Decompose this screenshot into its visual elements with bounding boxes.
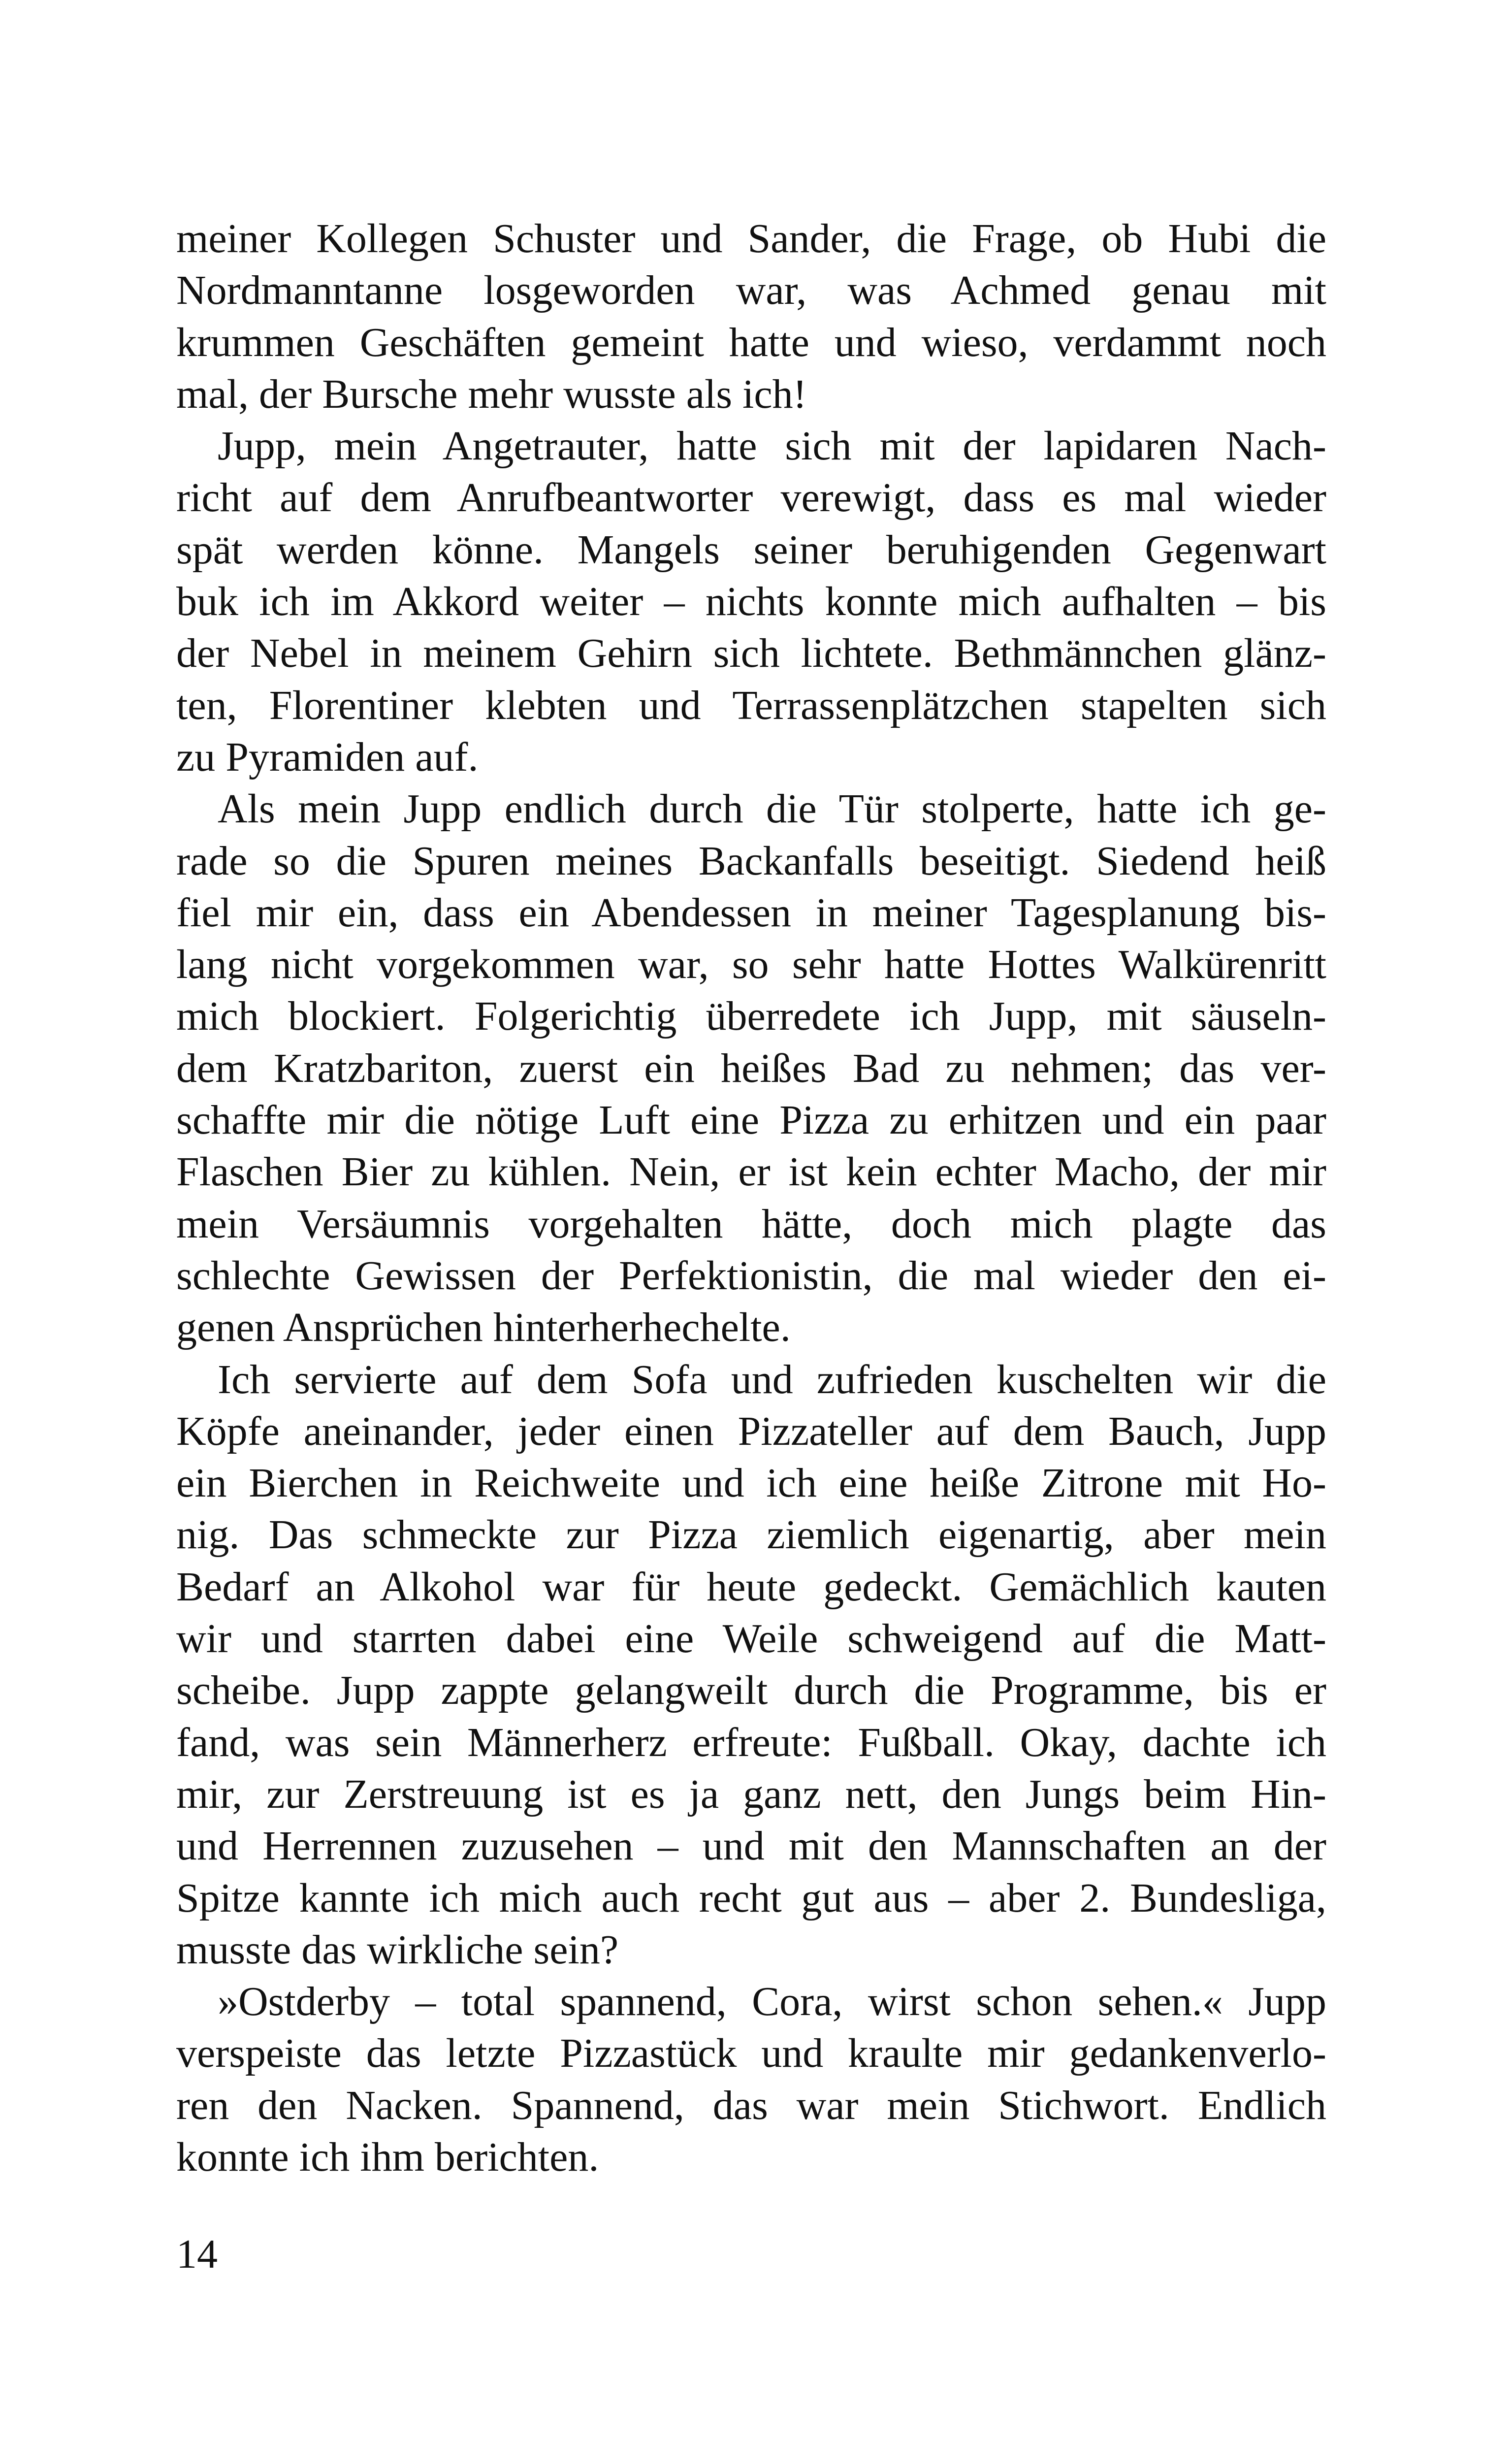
text-line: Spitze kannte ich mich auch recht gut aus – aber 2. Bundesliga, xyxy=(176,1875,1326,1921)
text-line: zu Pyramiden auf. xyxy=(176,734,479,780)
text-line: ten, Florentiner klebten und Terrassenplätzchen stapelten sich xyxy=(176,682,1326,728)
text-line: lang nicht vorgekommen war, so sehr hatte Hottes Walkürenritt xyxy=(176,942,1326,988)
text-line: Ich servierte auf dem Sofa und zufrieden kuschelten wir die xyxy=(218,1356,1326,1402)
text-line: ren den Nacken. Spannend, das war mein Stichwort. Endlich xyxy=(176,2082,1326,2128)
text-line: Flaschen Bier zu kühlen. Nein, er ist kein echter Macho, der mir xyxy=(176,1149,1326,1195)
text-line: mal, der Bursche mehr wusste als ich! xyxy=(176,371,807,417)
text-line: mir, zur Zerstreuung ist es ja ganz nett, den Jungs beim Hin- xyxy=(176,1771,1326,1817)
text-line: richt auf dem Anrufbeantworter verewigt, dass es mal wieder xyxy=(176,475,1326,521)
text-line: schlechte Gewissen der Perfektionistin, die mal wieder den ei- xyxy=(176,1252,1326,1299)
text-line: krummen Geschäften gemeint hatte und wieso, verdammt noch xyxy=(176,319,1326,365)
text-line: nig. Das schmeckte zur Pizza ziemlich eigenartig, aber mein xyxy=(176,1512,1326,1558)
text-line: Jupp, mein Angetrauter, hatte sich mit der lapidaren Nach- xyxy=(218,423,1326,469)
text-line: Bedarf an Alkohol war für heute gedeckt. Gemächlich kauten xyxy=(176,1564,1326,1610)
text-line: Köpfe aneinander, jeder einen Pizzateller auf dem Bauch, Jupp xyxy=(176,1408,1326,1454)
text-line: verspeiste das letzte Pizzastück und kraulte mir gedankenverlo- xyxy=(176,2030,1326,2077)
text-line: meiner Kollegen Schuster und Sander, die Frage, ob Hubi die xyxy=(176,216,1326,261)
text-line: wir und starrten dabei eine Weile schweigend auf die Matt- xyxy=(176,1616,1326,1662)
text-line: Nordmanntanne losgeworden war, was Achmed genau mit xyxy=(176,267,1326,314)
text-line: und Herrennen zuzusehen – und mit den Mannschaften an der xyxy=(176,1823,1326,1869)
page-number: 14 xyxy=(176,2231,218,2277)
text-line: buk ich im Akkord weiter – nichts konnte mich aufhalten – bis xyxy=(176,579,1326,625)
text-line: der Nebel in meinem Gehirn sich lichtete. Bethmännchen glänz- xyxy=(176,630,1326,677)
text-line: dem Kratzbariton, zuerst ein heißes Bad zu nehmen; das ver- xyxy=(176,1045,1326,1091)
text-line: »Ostderby – total spannend, Cora, wirst schon sehen.« Jupp xyxy=(218,1979,1326,2025)
text-line: musste das wirkliche sein? xyxy=(176,1926,619,1973)
text-line: spät werden könne. Mangels seiner beruhigenden Gegenwart xyxy=(176,526,1326,573)
text-line: genen Ansprüchen hinterherhechelte. xyxy=(176,1304,791,1351)
text-line: fand, was sein Männerherz erfreute: Fußball. Okay, dachte ich xyxy=(176,1719,1326,1765)
body-text xyxy=(176,213,1326,2183)
text-line: mich blockiert. Folgerichtig überredete ich Jupp, mit säuseln- xyxy=(176,993,1326,1040)
text-line: Als mein Jupp endlich durch die Tür stolperte, hatte ich ge- xyxy=(218,786,1326,832)
text-line: scheibe. Jupp zappte gelangweilt durch die Programme, bis er xyxy=(176,1667,1326,1714)
text-line: schaffte mir die nötige Luft eine Pizza zu erhitzen und ein paar xyxy=(176,1097,1326,1143)
text-line: mein Versäumnis vorgehalten hätte, doch mich plagte das xyxy=(176,1201,1326,1247)
text-line: konnte ich ihm berichten. xyxy=(176,2134,599,2180)
text-line: rade so die Spuren meines Backanfalls beseitigt. Siedend heiß xyxy=(176,838,1326,884)
text-line: ein Bierchen in Reichweite und ich eine heiße Zitrone mit Ho- xyxy=(176,1460,1326,1506)
text-line: fiel mir ein, dass ein Abendessen in meiner Tagesplanung bis- xyxy=(176,889,1326,936)
